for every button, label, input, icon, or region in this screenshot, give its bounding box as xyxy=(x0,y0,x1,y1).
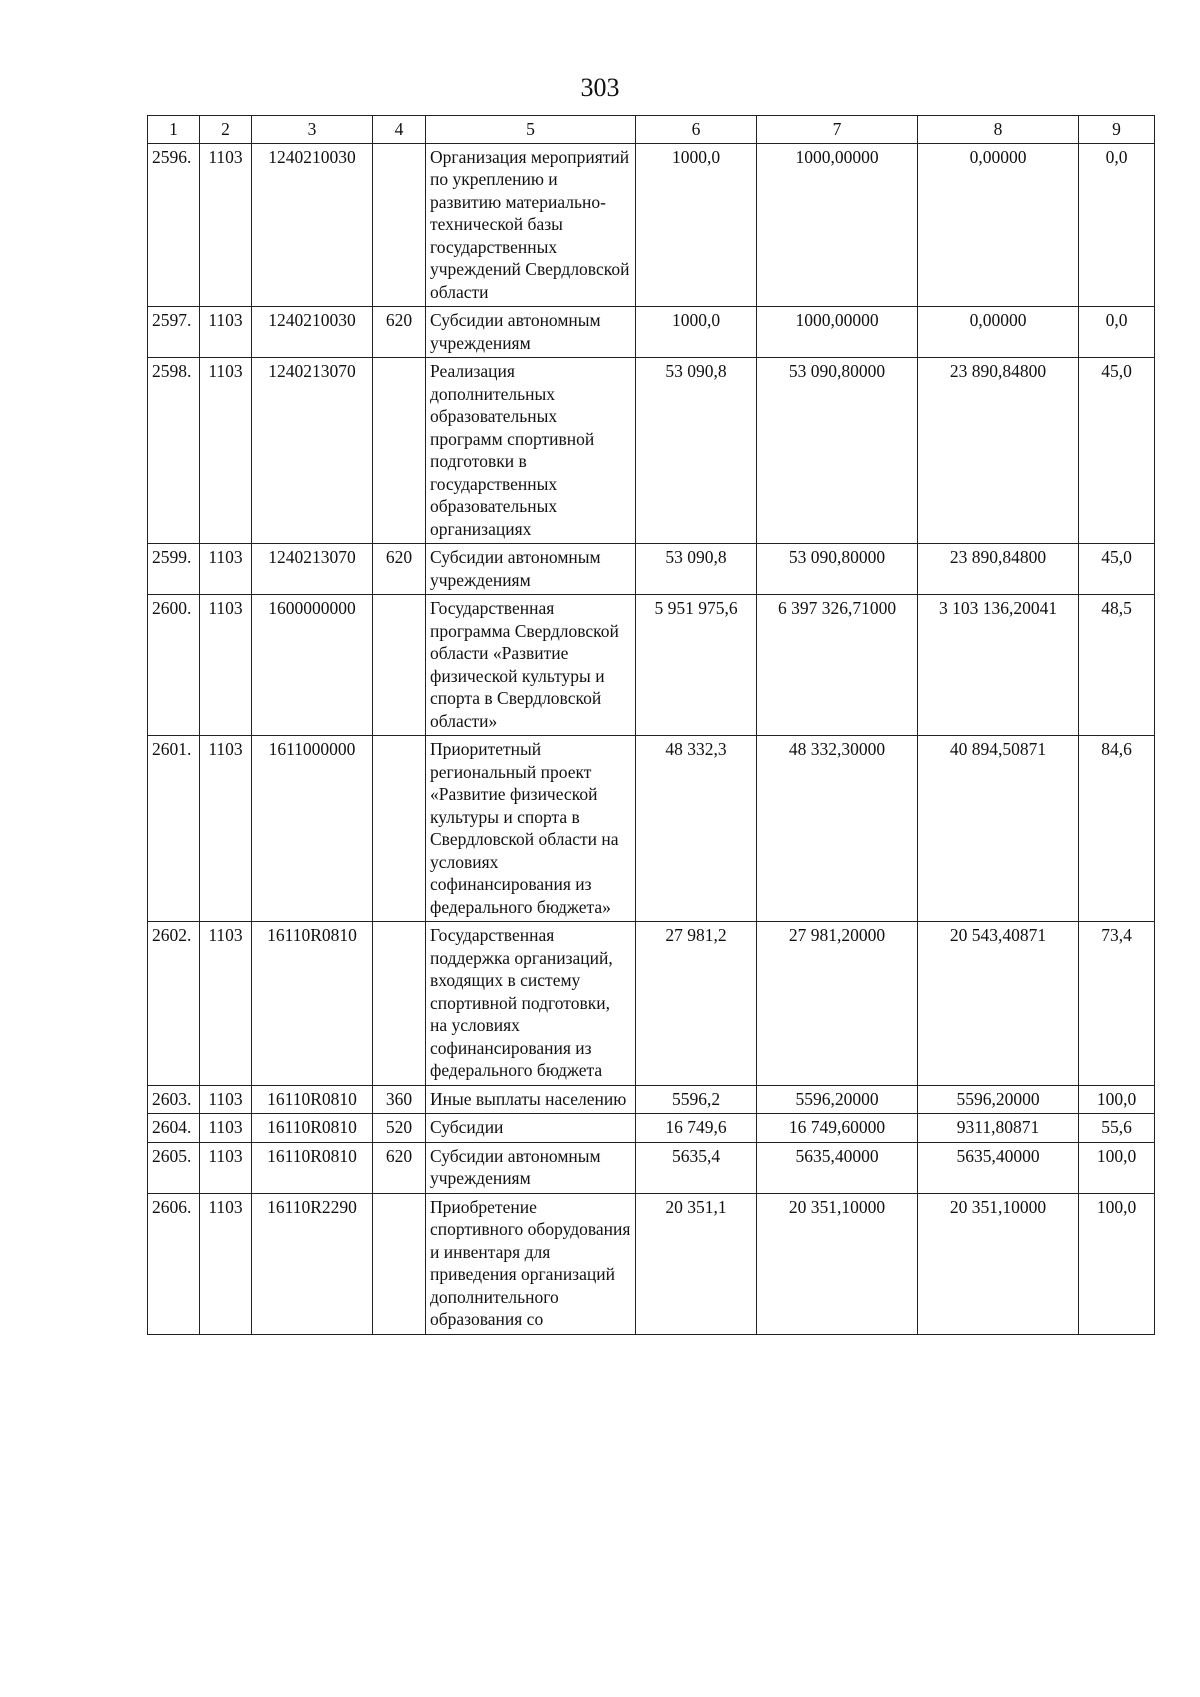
expense-type xyxy=(373,1193,426,1334)
row-number: 2606. xyxy=(148,1193,200,1334)
row-number: 2601. xyxy=(148,736,200,922)
row-number: 2602. xyxy=(148,922,200,1086)
header-cell: 8 xyxy=(918,116,1079,144)
target-code: 1600000000 xyxy=(252,595,373,736)
target-code: 16110R2290 xyxy=(252,1193,373,1334)
table-row xyxy=(148,1142,1155,1193)
item-name: Реализация дополнительных образовательных программ спортивной подготовки в государственных образовательных организациях xyxy=(426,358,636,544)
item-name: Субсидии автономным учреждениям xyxy=(426,544,636,595)
amount-col6: 20 351,1 xyxy=(636,1193,757,1334)
table-row xyxy=(148,1114,1155,1143)
amount-col7: 1000,00000 xyxy=(757,143,918,307)
target-code: 16110R0810 xyxy=(252,1114,373,1143)
percent-col9: 45,0 xyxy=(1079,544,1155,595)
amount-col7: 48 332,30000 xyxy=(757,736,918,922)
header-cell: 5 xyxy=(426,116,636,144)
row-number: 2596. xyxy=(148,143,200,307)
percent-col9: 73,4 xyxy=(1079,922,1155,1086)
percent-col9: 100,0 xyxy=(1079,1142,1155,1193)
amount-col8: 5596,20000 xyxy=(918,1085,1079,1114)
header-cell: 1 xyxy=(148,116,200,144)
amount-col6: 53 090,8 xyxy=(636,358,757,544)
target-code: 16110R0810 xyxy=(252,1085,373,1114)
section-code: 1103 xyxy=(200,544,252,595)
section-code: 1103 xyxy=(200,1193,252,1334)
expense-type: 360 xyxy=(373,1085,426,1114)
amount-col6: 27 981,2 xyxy=(636,922,757,1086)
expense-type: 620 xyxy=(373,544,426,595)
row-number: 2599. xyxy=(148,544,200,595)
amount-col6: 1000,0 xyxy=(636,307,757,358)
item-name: Субсидии автономным учреждениям xyxy=(426,1142,636,1193)
item-name: Государственная программа Свердловской области «Развитие физической культуры и спорта в Свердловской области» xyxy=(426,595,636,736)
amount-col6: 1000,0 xyxy=(636,143,757,307)
header-cell: 3 xyxy=(252,116,373,144)
header-cell: 4 xyxy=(373,116,426,144)
target-code: 1240213070 xyxy=(252,358,373,544)
table-row xyxy=(148,1085,1155,1114)
item-name: Иные выплаты населению xyxy=(426,1085,636,1114)
percent-col9: 48,5 xyxy=(1079,595,1155,736)
row-number: 2604. xyxy=(148,1114,200,1143)
item-name: Приоритетный региональный проект «Развитие физической культуры и спорта в Свердловской области на условиях софинансирования из федерального бюджета» xyxy=(426,736,636,922)
amount-col8: 20 543,40871 xyxy=(918,922,1079,1086)
amount-col6: 53 090,8 xyxy=(636,544,757,595)
item-name: Государственная поддержка организаций, входящих в систему спортивной подготовки, на условиях софинансирования из федерального бюджета xyxy=(426,922,636,1086)
percent-col9: 100,0 xyxy=(1079,1085,1155,1114)
amount-col6: 5635,4 xyxy=(636,1142,757,1193)
percent-col9: 45,0 xyxy=(1079,358,1155,544)
table-row xyxy=(148,736,1155,922)
expense-type xyxy=(373,595,426,736)
amount-col8: 3 103 136,20041 xyxy=(918,595,1079,736)
item-name: Организация мероприятий по укреплению и развитию материально-технической базы государственных учреждений Свердловской области xyxy=(426,143,636,307)
table-row xyxy=(148,307,1155,358)
amount-col7: 1000,00000 xyxy=(757,307,918,358)
target-code: 1611000000 xyxy=(252,736,373,922)
percent-col9: 0,0 xyxy=(1079,307,1155,358)
amount-col8: 23 890,84800 xyxy=(918,544,1079,595)
item-name: Приобретение спортивного оборудования и инвентаря для приведения организаций дополнительного образования со xyxy=(426,1193,636,1334)
header-cell: 6 xyxy=(636,116,757,144)
section-code: 1103 xyxy=(200,595,252,736)
percent-col9: 0,0 xyxy=(1079,143,1155,307)
percent-col9: 55,6 xyxy=(1079,1114,1155,1143)
section-code: 1103 xyxy=(200,143,252,307)
expense-type: 520 xyxy=(373,1114,426,1143)
row-number: 2600. xyxy=(148,595,200,736)
amount-col7: 6 397 326,71000 xyxy=(757,595,918,736)
table-row xyxy=(148,595,1155,736)
percent-col9: 84,6 xyxy=(1079,736,1155,922)
expense-type: 620 xyxy=(373,1142,426,1193)
table-row xyxy=(148,922,1155,1086)
expense-type xyxy=(373,736,426,922)
amount-col8: 23 890,84800 xyxy=(918,358,1079,544)
target-code: 16110R0810 xyxy=(252,922,373,1086)
amount-col7: 20 351,10000 xyxy=(757,1193,918,1334)
budget-table xyxy=(147,115,1155,1335)
target-code: 1240210030 xyxy=(252,307,373,358)
amount-col7: 5635,40000 xyxy=(757,1142,918,1193)
amount-col6: 5 951 975,6 xyxy=(636,595,757,736)
item-name: Субсидии xyxy=(426,1114,636,1143)
row-number: 2598. xyxy=(148,358,200,544)
target-code: 16110R0810 xyxy=(252,1142,373,1193)
item-name: Субсидии автономным учреждениям xyxy=(426,307,636,358)
target-code: 1240213070 xyxy=(252,544,373,595)
section-code: 1103 xyxy=(200,736,252,922)
amount-col7: 53 090,80000 xyxy=(757,544,918,595)
table-row xyxy=(148,143,1155,307)
amount-col8: 9311,80871 xyxy=(918,1114,1079,1143)
amount-col6: 5596,2 xyxy=(636,1085,757,1114)
section-code: 1103 xyxy=(200,1142,252,1193)
table-row xyxy=(148,358,1155,544)
row-number: 2605. xyxy=(148,1142,200,1193)
header-cell: 9 xyxy=(1079,116,1155,144)
row-number: 2603. xyxy=(148,1085,200,1114)
target-code: 1240210030 xyxy=(252,143,373,307)
amount-col8: 40 894,50871 xyxy=(918,736,1079,922)
expense-type xyxy=(373,922,426,1086)
amount-col8: 20 351,10000 xyxy=(918,1193,1079,1334)
table-header-row xyxy=(148,116,1155,144)
amount-col8: 0,00000 xyxy=(918,307,1079,358)
page-number: 303 xyxy=(580,73,620,102)
amount-col7: 53 090,80000 xyxy=(757,358,918,544)
section-code: 1103 xyxy=(200,1114,252,1143)
expense-type xyxy=(373,143,426,307)
section-code: 1103 xyxy=(200,358,252,544)
percent-col9: 100,0 xyxy=(1079,1193,1155,1334)
header-cell: 2 xyxy=(200,116,252,144)
amount-col6: 48 332,3 xyxy=(636,736,757,922)
amount-col8: 0,00000 xyxy=(918,143,1079,307)
header-cell: 7 xyxy=(757,116,918,144)
amount-col6: 16 749,6 xyxy=(636,1114,757,1143)
table-row xyxy=(148,544,1155,595)
section-code: 1103 xyxy=(200,922,252,1086)
section-code: 1103 xyxy=(200,1085,252,1114)
row-number: 2597. xyxy=(148,307,200,358)
table-row xyxy=(148,1193,1155,1334)
amount-col7: 5596,20000 xyxy=(757,1085,918,1114)
section-code: 1103 xyxy=(200,307,252,358)
expense-type xyxy=(373,358,426,544)
amount-col7: 27 981,20000 xyxy=(757,922,918,1086)
expense-type: 620 xyxy=(373,307,426,358)
amount-col8: 5635,40000 xyxy=(918,1142,1079,1193)
amount-col7: 16 749,60000 xyxy=(757,1114,918,1143)
